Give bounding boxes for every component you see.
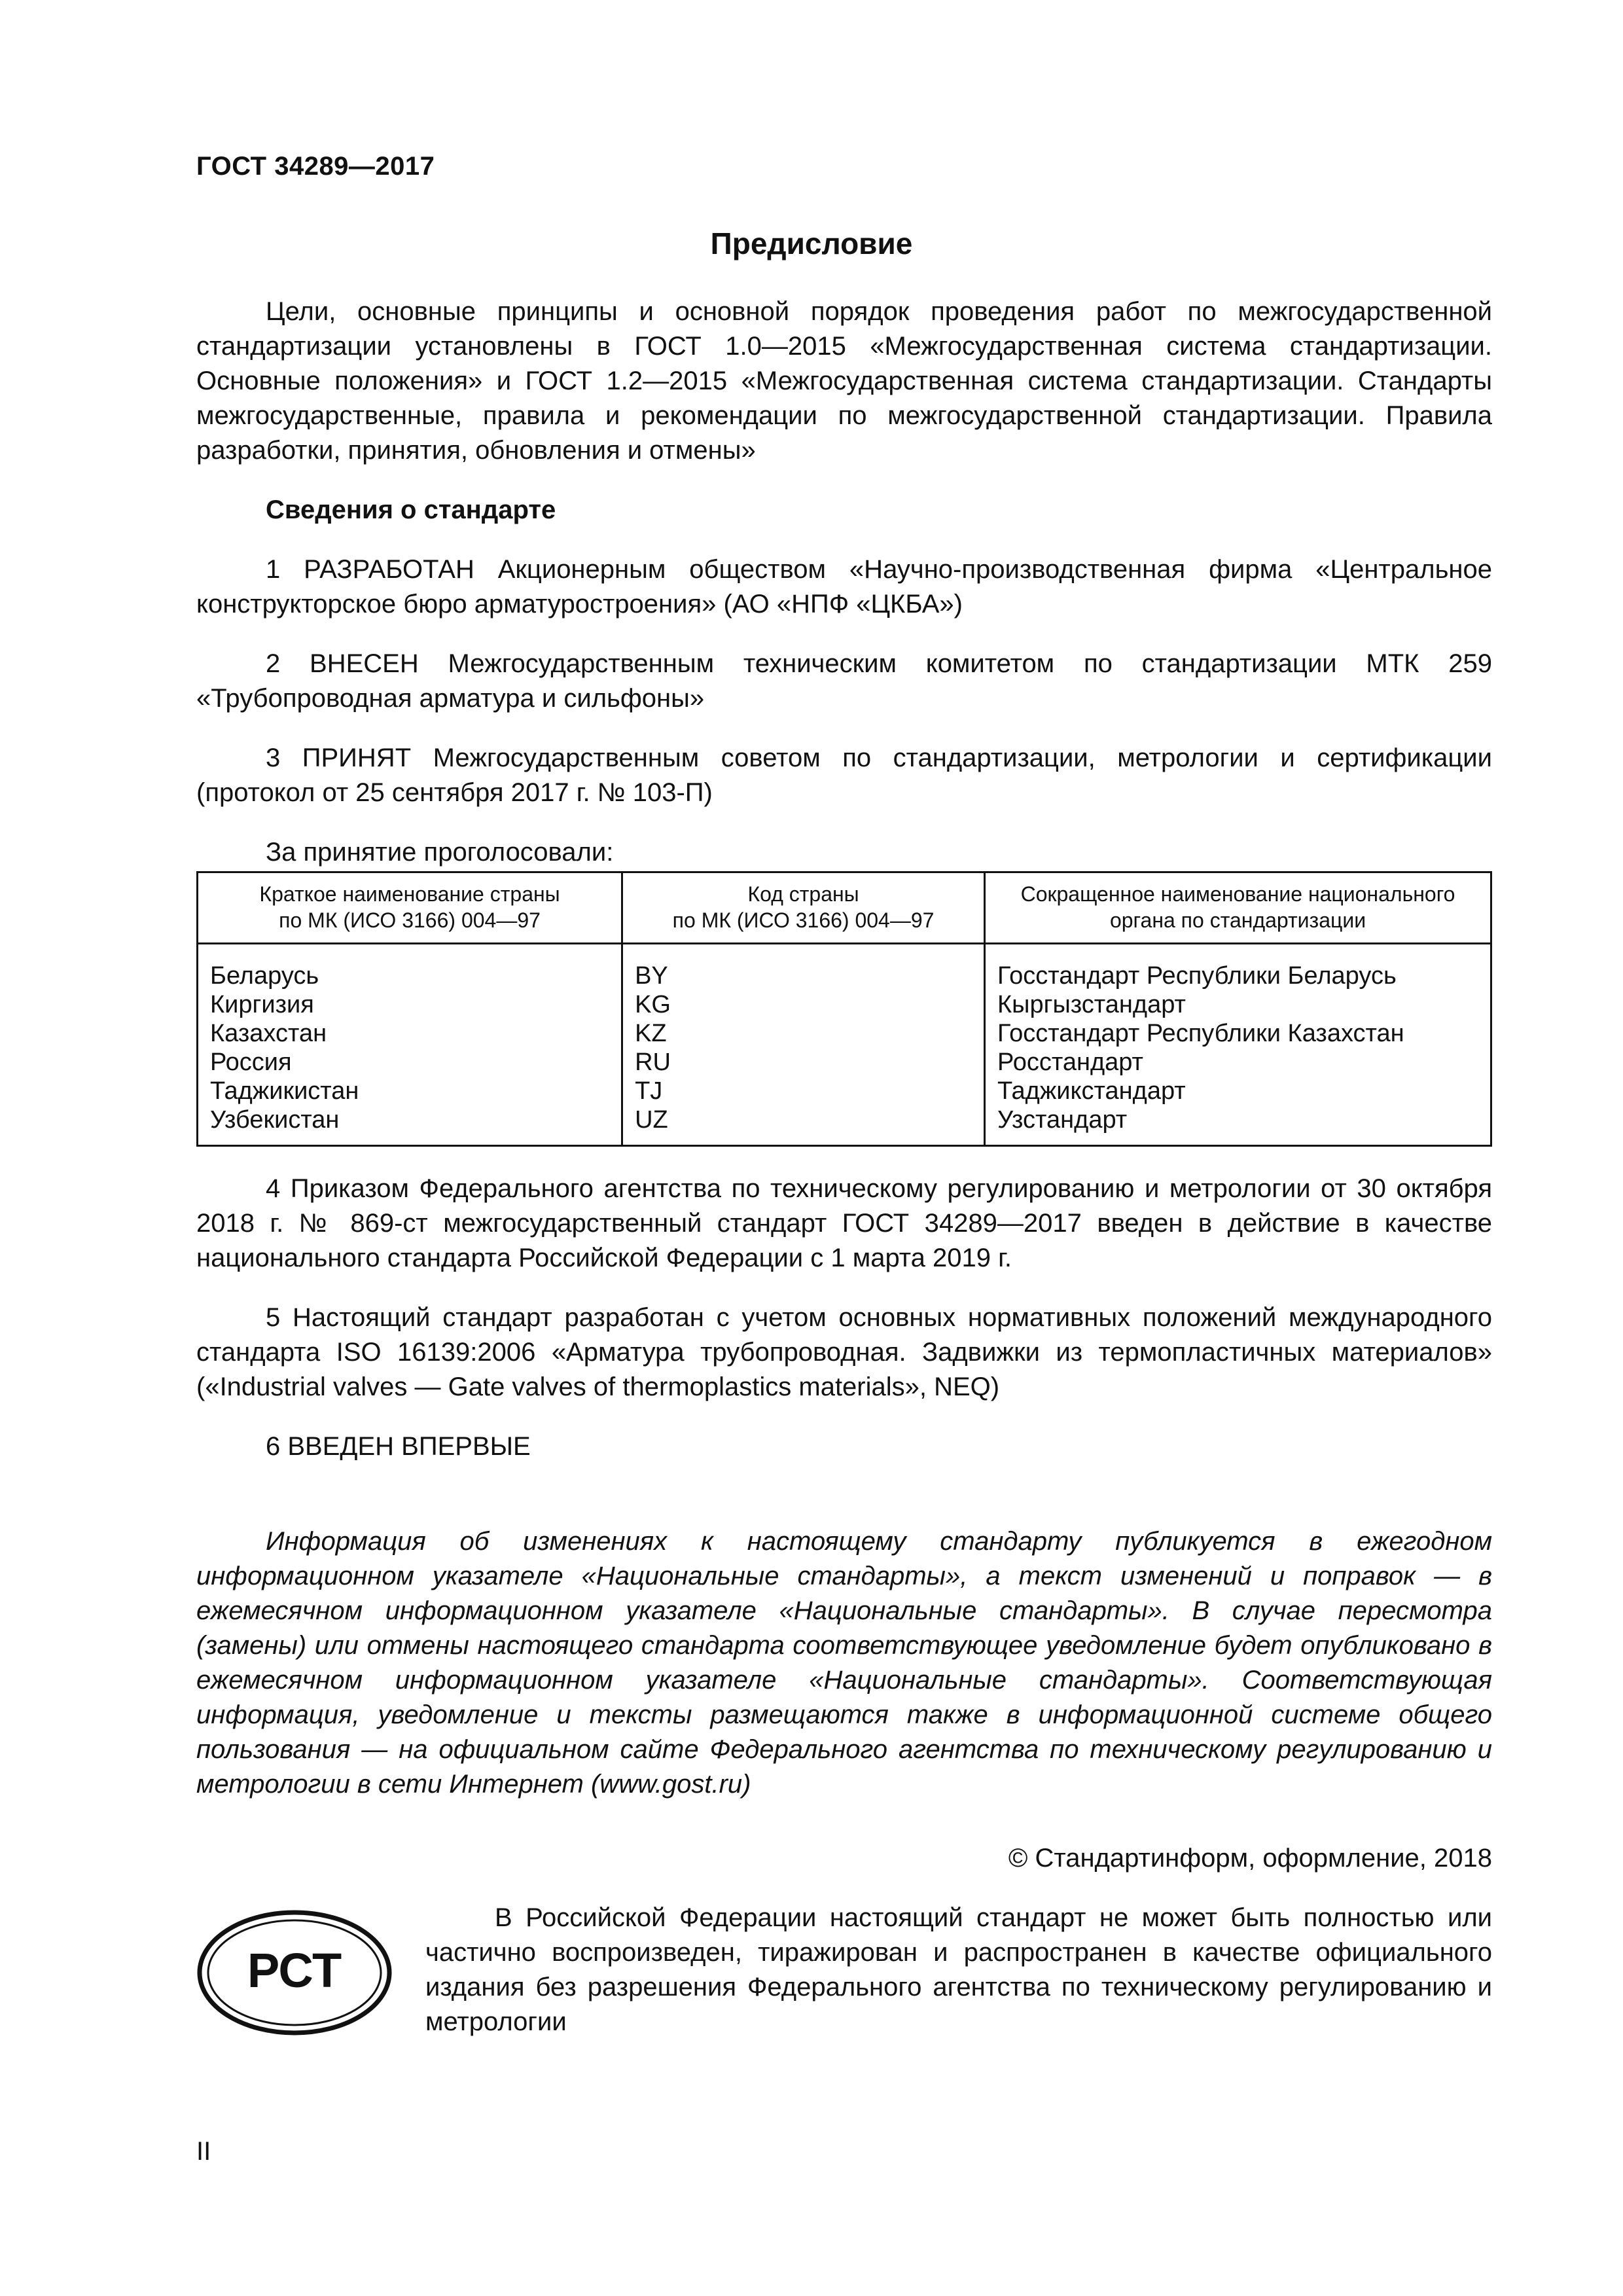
code-cell: TJ [622,1077,985,1105]
country-cell: Узбекистан [198,1105,622,1146]
voting-countries-table [196,871,1492,1147]
page-title: Предисловие [710,226,913,260]
country-cell: Казахстан [198,1019,622,1048]
country-cell: Киргизия [198,990,622,1019]
item-adopted: 3 ПРИНЯТ Межгосударственным советом по стандартизации, метрологии и сертификации (протокол от 25 сентября 2017 г. № 103-П) [196,744,1492,807]
table-row [198,944,1491,991]
document-code-header: ГОСТ 34289—2017 [196,152,435,181]
table-row [198,990,1491,1019]
column-header-code: Код страны по МК (ИСО 3166) 004—97 [622,872,985,944]
table-row [198,1019,1491,1048]
svg-text:РСТ: РСТ [247,1943,342,1998]
country-cell: Таджикистан [198,1077,622,1105]
table-header-row [198,872,1491,944]
country-cell: Беларусь [198,944,622,991]
item-submitted: 2 ВНЕСЕН Межгосударственным техническим комитетом по стандартизации МТК 259 «Трубопроводная арматура и сильфоны» [196,649,1492,713]
item-enacted: 4 Приказом Федерального агентства по техническому регулированию и метрологии от 30 октября 2018 г. № 869-ст межгосударственный стандарт ГОСТ 34289—2017 введен в действие в качестве национального стандарта Российской Федерации с 1 марта 2019 г. [196,1174,1492,1272]
reproduction-notice: В Российской Федерации настоящий стандарт не может быть полностью или частично воспроизведен, тиражирован и распространен в качестве официального издания без разрешения Федерального агентства по техническому регулированию и метрологии [425,1903,1492,2036]
code-cell: RU [622,1048,985,1077]
table-caption: За принятие проголосовали: [266,838,614,867]
body-cell: Росстандарт [997,1049,1143,1076]
item-first-introduced: 6 ВВЕДЕН ВПЕРВЫЕ [266,1432,531,1461]
column-header-country: Краткое наименование страны по МК (ИСО 3166) 004—97 [198,872,622,944]
body-cell: Таджикстандарт [997,1077,1186,1105]
copyright-line: © Стандартинформ, оформление, 2018 [1008,1844,1492,1873]
intro-paragraph: Цели, основные принципы и основной порядок проведения работ по межгосударственной стандартизации установлены в ГОСТ 1.0—2015 «Межгосударственная система стандартизации. Основные положения» и ГОСТ 1.2—2015 «Межгосударственная система стандартизации. Стандарты межгосударственные, правила и рекомендации по межгосударственной стандартизации. Правила разработки, принятия, обновления и отмены» [196,297,1492,465]
table-row [198,1077,1491,1105]
body-cell: Госстандарт Республики Казахстан [997,1020,1404,1047]
body-cell: Кыргызстандарт [997,991,1186,1018]
foreword-content [196,295,1492,2071]
body-cell: Госстандарт Республики Беларусь [997,962,1397,990]
code-cell: BY [622,944,985,991]
code-cell: UZ [622,1105,985,1146]
column-header-body: Сокращенное наименование национального органа по стандартизации [985,872,1491,944]
country-cell: Россия [198,1048,622,1077]
changes-info-notice: Информация об изменениях к настоящему стандарту публикуется в ежегодном информационном указателе «Национальные стандарты», а текст изменений и поправок — в ежемесячном информационном указателе «Национальные стандарты». В случае пересмотра (замены) или отмены настоящего стандарта соответствующее уведомление будет опубликовано в ежемесячном информационном указателе «Национальные стандарты». Соответствующая информация, уведомление и тексты размещаются также в информационной системе общего пользования — на официальном сайте Федерального агентства по техническому регулированию и метрологии в сети Интернет (www.gost.ru) [196,1527,1492,1799]
page-number: II [196,2137,211,2166]
rst-certification-logo-icon [196,1907,393,2038]
code-cell: KG [622,990,985,1019]
reproduction-section [196,1901,1492,2071]
table-row [198,1048,1491,1077]
standard-info-heading: Сведения о стандарте [266,495,556,524]
item-developed: 1 РАЗРАБОТАН Акционерным обществом «Научно-производственная фирма «Центральное конструкторское бюро арматуростроения» (АО «НПФ «ЦКБА») [196,555,1492,619]
code-cell: KZ [622,1019,985,1048]
item-based-on: 5 Настоящий стандарт разработан с учетом основных нормативных положений международного стандарта ISO 16139:2006 «Арматура трубопроводная. Задвижки из термопластичных материалов» («Industrial valves — Gate valves of thermoplastics materials», NEQ) [196,1303,1492,1401]
body-cell: Узстандарт [997,1106,1128,1134]
table-row [198,1105,1491,1146]
